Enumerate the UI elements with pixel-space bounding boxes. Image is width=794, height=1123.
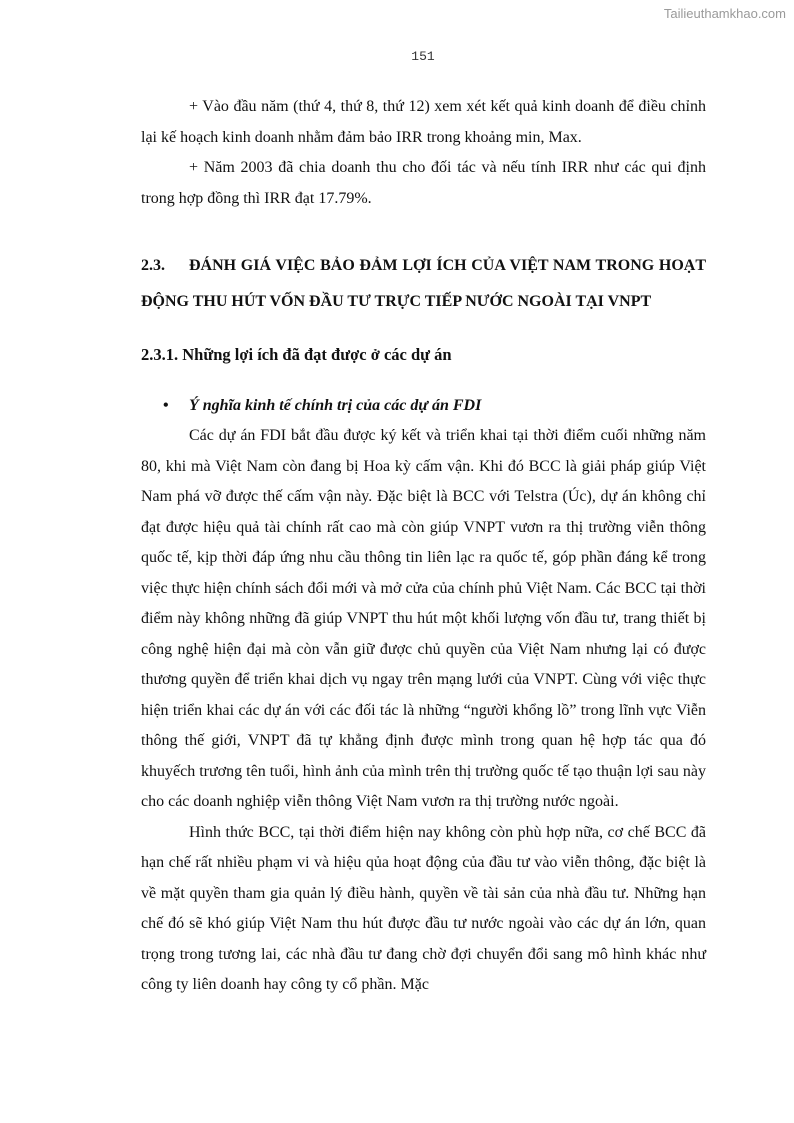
bullet-icon: • xyxy=(163,396,169,414)
page-number: 151 xyxy=(411,49,435,64)
document-content xyxy=(141,92,706,1001)
section-heading xyxy=(141,248,706,320)
subsection-heading: 2.3.1. Những lợi ích đã đạt được ở các dự án xyxy=(141,345,452,364)
intro-paragraph-2: + Năm 2003 đã chia doanh thu cho đối tác và nếu tính IRR như các qui định trong hợp đồng thì IRR đạt 17.79%. xyxy=(141,159,706,207)
section-title: ĐÁNH GIÁ VIỆC BẢO ĐẢM LỢI ÍCH CỦA VIỆT NAM TRONG HOẠT ĐỘNG THU HÚT VỐN ĐẦU TƯ TRỰC TIẾP NƯỚC NGOÀI TẠI VNPT xyxy=(141,257,706,310)
bullet-heading xyxy=(141,391,706,422)
section-number: 2.3. xyxy=(141,257,165,274)
body-paragraph-1: Các dự án FDI bắt đầu được ký kết và triển khai tại thời điểm cuối những năm 80, khi mà Việt Nam còn đang bị Hoa kỳ cấm vận. Khi đó BCC là giải pháp giúp Việt Nam phá vỡ được thế cấm vận này. Đặc biệt là BCC với Telstra (Úc), dự án không chỉ đạt được hiệu quả tài chính rất cao mà còn giúp VNPT vươn ra thị trường viễn thông quốc tế, kịp thời đáp ứng nhu cầu thông tin liên lạc ra quốc tế, góp phần đáng kể trong việc thực hiện chính sách đổi mới và mở cửa của chính phủ Việt Nam. Các BCC tại thời điểm này không những đã giúp VNPT thu hút một khối lượng vốn đầu tư, trang thiết bị công nghệ hiện đại mà còn vẫn giữ được chủ quyền của Việt Nam nhưng lại có được thương quyền để triển khai dịch vụ ngay trên mạng lưới của VNPT. Cùng với việc thực hiện triển khai các dự án với các đối tác là những “người khổng lồ” trong lĩnh vực Viễn thông thế giới, VNPT đã tự khẳng định được mình trong quan hệ hợp tác qua đó khuyếch trương tên tuổi, hình ảnh của mình trên thị trường quốc tế tạo thuận lợi sau này cho các doanh nghiệp viễn thông Việt Nam vươn ra thị trường nước ngoài. xyxy=(141,427,706,810)
intro-paragraph-1: + Vào đầu năm (thứ 4, thứ 8, thứ 12) xem xét kết quả kinh doanh để điều chỉnh lại kế hoạch kinh doanh nhằm đảm bảo IRR trong khoảng min, Max. xyxy=(141,98,706,146)
watermark: Tailieuthamkhao.com xyxy=(663,6,786,21)
body-paragraph-2: Hình thức BCC, tại thời điểm hiện nay không còn phù hợp nữa, cơ chế BCC đã hạn chế rất nhiều phạm vi và hiệu qủa hoạt động của đầu tư vào viễn thông, đặc biệt là về mặt quyền tham gia quản lý điều hành, quyền về tài sản của nhà đầu tư. Những hạn chế đó sẽ khó giúp Việt Nam thu hút được đầu tư nước ngoài vào các dự án lớn, quan trọng trong tương lai, các nhà đầu tư đang chờ đợi chuyển đổi sang mô hình khác như công ty liên doanh hay công ty cổ phần. Mặc xyxy=(141,823,706,993)
bullet-title: Ý nghĩa kinh tế chính trị của các dự án FDI xyxy=(189,396,482,414)
